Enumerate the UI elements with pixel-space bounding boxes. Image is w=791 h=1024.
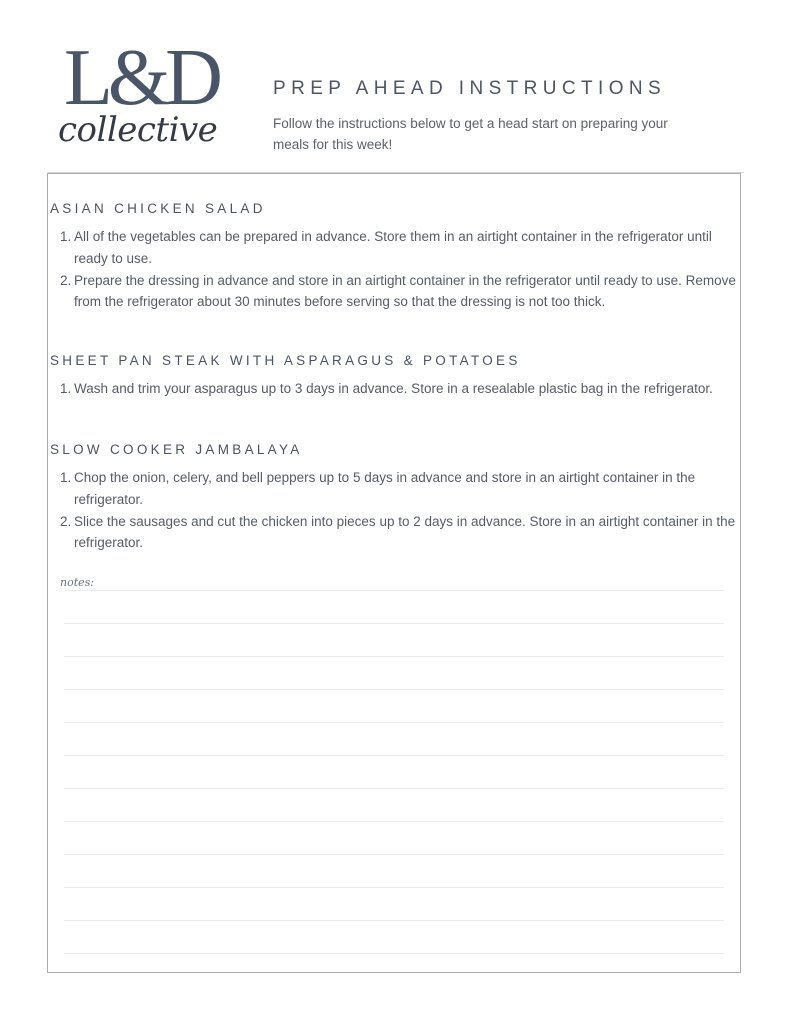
- logo-mark: L&D: [64, 34, 218, 122]
- notes-label: notes:: [60, 576, 94, 589]
- steps-list: [50, 467, 740, 554]
- step-text: Slice the sausages and cut the chicken into pieces up to 2 days in advance. Store in an airtight container in the refrigerator.: [74, 513, 736, 550]
- note-line: [64, 656, 724, 657]
- step-number: 2.: [60, 513, 72, 529]
- section-title: ASIAN CHICKEN SALAD: [50, 201, 266, 216]
- steps-list: [50, 226, 740, 313]
- step-number: 1.: [60, 381, 72, 396]
- step-number: 2.: [60, 272, 72, 288]
- note-line: [64, 722, 724, 723]
- section-slow-cooker-jambalaya: [50, 442, 740, 554]
- page-title: PREP AHEAD INSTRUCTIONS: [273, 78, 667, 99]
- section-title: SLOW COOKER JAMBALAYA: [50, 442, 303, 457]
- note-line: [64, 854, 724, 855]
- logo-script: collective: [58, 110, 218, 150]
- step-number: 1.: [60, 229, 72, 244]
- note-line: [64, 788, 724, 789]
- list-item: [50, 270, 740, 313]
- note-line: [64, 590, 724, 591]
- note-line: [64, 755, 724, 756]
- step-text: Chop the onion, celery, and bell peppers up to 5 days in advance and store in an airtight container in the refrigerator.: [74, 470, 696, 507]
- list-item: [50, 511, 740, 554]
- section-sheet-pan-steak: [50, 353, 740, 400]
- step-number: 1.: [60, 470, 72, 485]
- note-line: [64, 623, 724, 624]
- instructions-card: [47, 173, 741, 973]
- list-item: [50, 226, 740, 269]
- steps-list: [50, 378, 740, 400]
- list-item: [50, 378, 740, 400]
- note-line: [64, 920, 724, 921]
- note-line: [64, 821, 724, 822]
- page-subtitle: Follow the instructions below to get a head start on preparing your meals for this week!: [273, 116, 668, 152]
- step-text: Wash and trim your asparagus up to 3 days in advance. Store in a resealable plastic bag in the refrigerator.: [74, 381, 713, 396]
- section-asian-chicken-salad: [50, 201, 740, 313]
- brand-logo: [58, 34, 228, 158]
- notes-lines: [64, 590, 724, 960]
- section-title: SHEET PAN STEAK WITH ASPARAGUS & POTATOES: [50, 353, 521, 368]
- step-text: All of the vegetables can be prepared in advance. Store them in an airtight container in the refrigerator until ready to use.: [74, 229, 712, 266]
- list-item: [50, 467, 740, 510]
- note-line: [64, 953, 724, 954]
- note-line: [64, 689, 724, 690]
- note-line: [64, 887, 724, 888]
- step-text: Prepare the dressing in advance and store in an airtight container in the refrigerator until ready to use. Remove from the refrigerator about 30 minutes before serving so that the dressing is not too thick.: [74, 272, 736, 309]
